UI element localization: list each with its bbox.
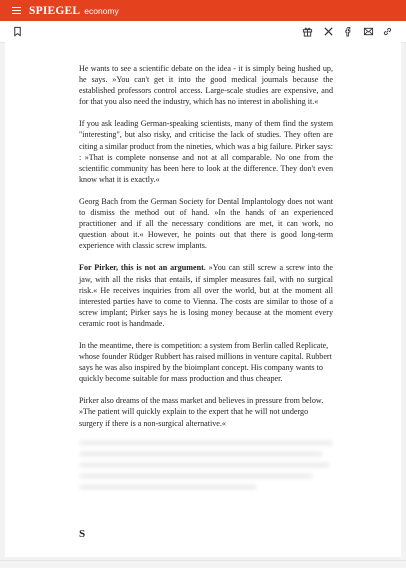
copy-link-icon[interactable] (382, 26, 393, 37)
article-toolbar (0, 21, 406, 43)
paragraph-text: »You can still screw a screw into the jaw, with all the risks that entails, if simpler measures fail, with no surgical risk.« He receives inquiries from all over the world, but at the moment all interested parties have to come to Vienna. The costs are similar to those of a screw implant; Pirker says he is losing money because at the moment every ceramic root is handmade. (79, 263, 334, 328)
article-paragraph: In the meantime, there is competition: a system from Berlin called Replicate, whose founder Rüdger Rubbert has raised millions in venture capital. Rubbert says he was also inspired by the bioimplant concept. His company wants to quickly become suitable for mass production and thus cheaper. (79, 340, 332, 384)
blurred-paywall-text (79, 440, 333, 490)
divider (0, 560, 406, 561)
brand-logo[interactable]: SPIEGEL (29, 4, 81, 17)
paywall-logo-initial: S (79, 528, 86, 540)
gift-icon[interactable] (302, 26, 313, 37)
article-paragraph: If you ask leading German-speaking scientists, many of them find the system "interesting", but also risky, and criticise the lack of studies. They often are citing a similar product from the nineties, which was a big failure. Pirker says: : »That is complete nonsense and not at all comparable. No one from the scientific community has been here to look at the difference. They don't even know what it is exactly.« (79, 119, 333, 184)
bookmark-icon[interactable] (12, 26, 23, 37)
article-paragraph: Georg Bach from the German Society for Dental Implantology does not want to dismiss the method out of hand. »In the hands of an experienced practitioner and if all the necessary conditions are met, it can work, no question about it.« However, he points out that there is good long-term experience with classic screw implants. (79, 196, 333, 251)
x-share-icon[interactable] (323, 26, 334, 37)
email-icon[interactable] (363, 26, 374, 37)
article-body (79, 63, 333, 495)
facebook-icon[interactable] (343, 26, 354, 37)
article-paragraph: Pirker also dreams of the mass market and believes in pressure from below. »The patient will quickly explain to the expert that he will not undergo surgery if there is a non-surgical alternative.« (79, 396, 324, 428)
article-paragraph (79, 262, 333, 329)
article-paragraph: He wants to see a scientific debate on the idea - it is simply being hushed up, he says. »You can't get it into the good medical journals because the established professors control access. Large-scale studies are expensive, and for that you also need the industry, which has no interest in abolishing it.« (79, 64, 333, 107)
top-bar (0, 0, 406, 21)
hamburger-icon[interactable] (12, 7, 21, 15)
section-name[interactable]: economy (84, 5, 119, 16)
paragraph-lead: For Pirker, this is not an argument. (79, 263, 206, 273)
article-page (5, 42, 401, 557)
